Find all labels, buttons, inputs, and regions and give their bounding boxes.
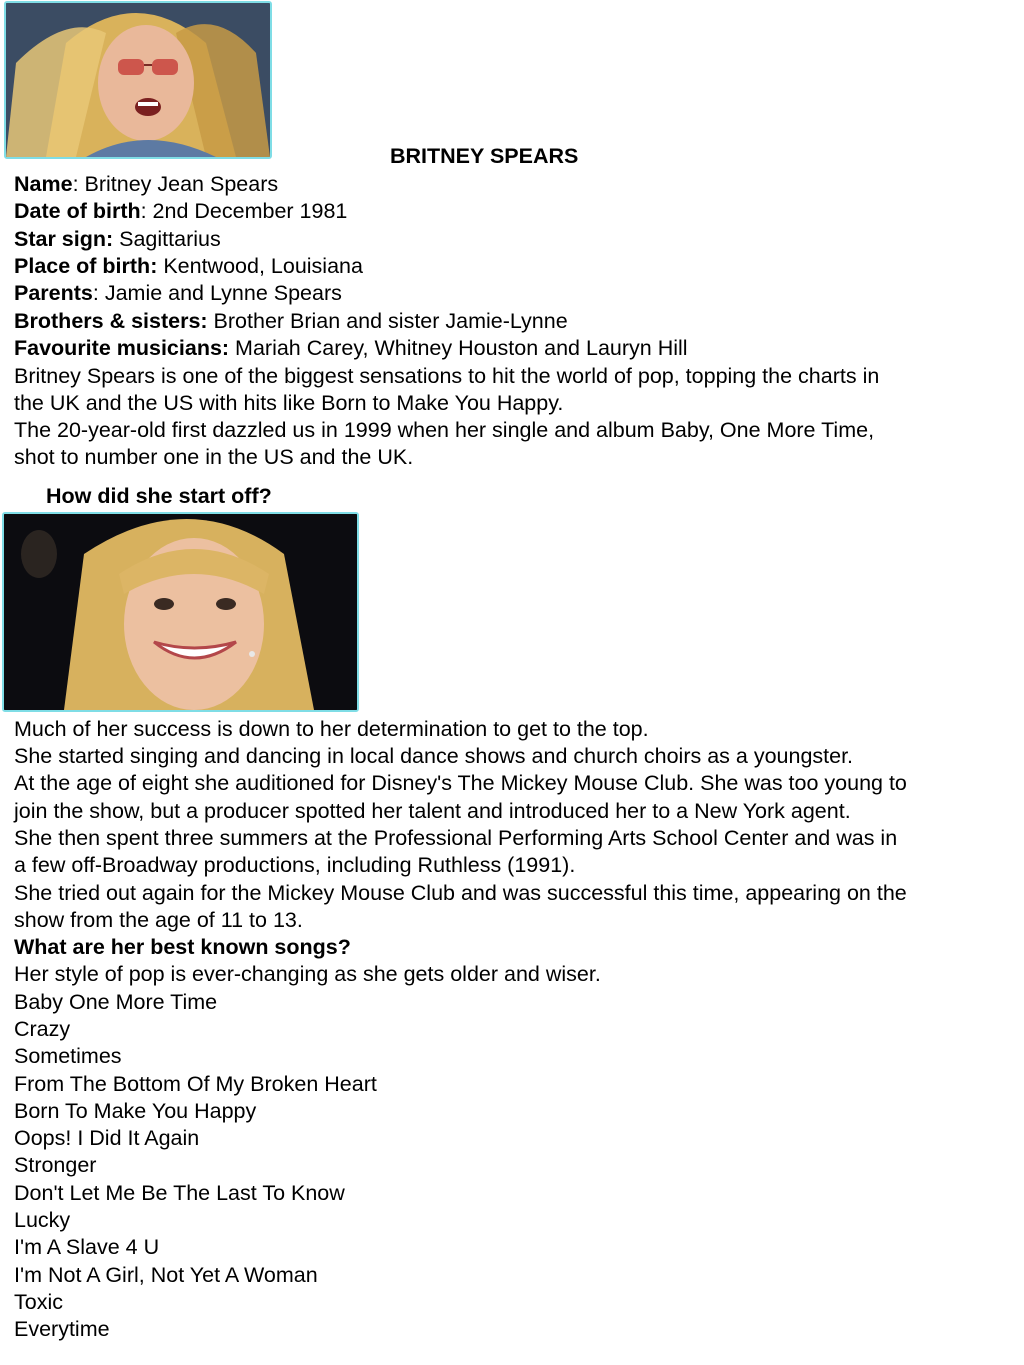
intro-line: Britney Spears is one of the biggest sensations to hit the world of pop, topping the charts in bbox=[14, 364, 880, 388]
fact-place-of-birth: Place of birth: Kentwood, Louisiana bbox=[14, 254, 363, 278]
song-item: Oops! I Did It Again bbox=[14, 1126, 200, 1150]
fact-favourite-musicians: Favourite musicians: Mariah Carey, Whitney Houston and Lauryn Hill bbox=[14, 336, 688, 360]
intro-line: The 20-year-old first dazzled us in 1999 when her single and album Baby, One More Time, bbox=[14, 418, 875, 442]
songs-intro: Her style of pop is ever-changing as she gets older and wiser. bbox=[14, 962, 601, 986]
fact-star-sign: Star sign: Sagittarius bbox=[14, 227, 221, 251]
portrait-illustration bbox=[4, 514, 357, 710]
fact-siblings: Brothers & sisters: Brother Brian and sister Jamie-Lynne bbox=[14, 309, 568, 333]
start-line: join the show, but a producer spotted her talent and introduced her to a New York agent. bbox=[14, 799, 851, 823]
section-heading-start: How did she start off? bbox=[46, 484, 272, 508]
song-item: Toxic bbox=[14, 1290, 63, 1314]
intro-line: shot to number one in the US and the UK. bbox=[14, 445, 414, 469]
song-item: Stronger bbox=[14, 1153, 97, 1177]
song-item: Don't Let Me Be The Last To Know bbox=[14, 1181, 345, 1205]
song-item: Everytime bbox=[14, 1317, 110, 1341]
start-line: show from the age of 11 to 13. bbox=[14, 908, 303, 932]
song-item: I'm A Slave 4 U bbox=[14, 1235, 160, 1259]
section-heading-songs: What are her best known songs? bbox=[14, 935, 351, 959]
portrait-photo-sunglasses bbox=[4, 1, 272, 159]
fact-parents: Parents: Jamie and Lynne Spears bbox=[14, 281, 342, 305]
song-item: Sometimes bbox=[14, 1044, 122, 1068]
fact-name: Name: Britney Jean Spears bbox=[14, 172, 279, 196]
song-item: Crazy bbox=[14, 1017, 71, 1041]
start-line: At the age of eight she auditioned for Disney's The Mickey Mouse Club. She was too young to bbox=[14, 771, 907, 795]
start-line: She tried out again for the Mickey Mouse Club and was successful this time, appearing on the bbox=[14, 881, 907, 905]
portrait-photo-smiling bbox=[2, 512, 359, 712]
song-item: Born To Make You Happy bbox=[14, 1099, 257, 1123]
start-line: Much of her success is down to her determination to get to the top. bbox=[14, 717, 649, 741]
song-item: Lucky bbox=[14, 1208, 71, 1232]
portrait-illustration bbox=[6, 3, 270, 157]
intro-line: the UK and the US with hits like Born to Make You Happy. bbox=[14, 391, 564, 415]
song-item: I'm Not A Girl, Not Yet A Woman bbox=[14, 1263, 318, 1287]
song-item: Baby One More Time bbox=[14, 990, 218, 1014]
start-line: She started singing and dancing in local dance shows and church choirs as a youngster. bbox=[14, 744, 854, 768]
start-line: She then spent three summers at the Professional Performing Arts School Center and was in bbox=[14, 826, 898, 850]
page-title: BRITNEY SPEARS bbox=[390, 144, 579, 168]
fact-date-of-birth: Date of birth: 2nd December 1981 bbox=[14, 199, 348, 223]
song-item: From The Bottom Of My Broken Heart bbox=[14, 1072, 377, 1096]
start-line: a few off-Broadway productions, including Ruthless (1991). bbox=[14, 853, 576, 877]
